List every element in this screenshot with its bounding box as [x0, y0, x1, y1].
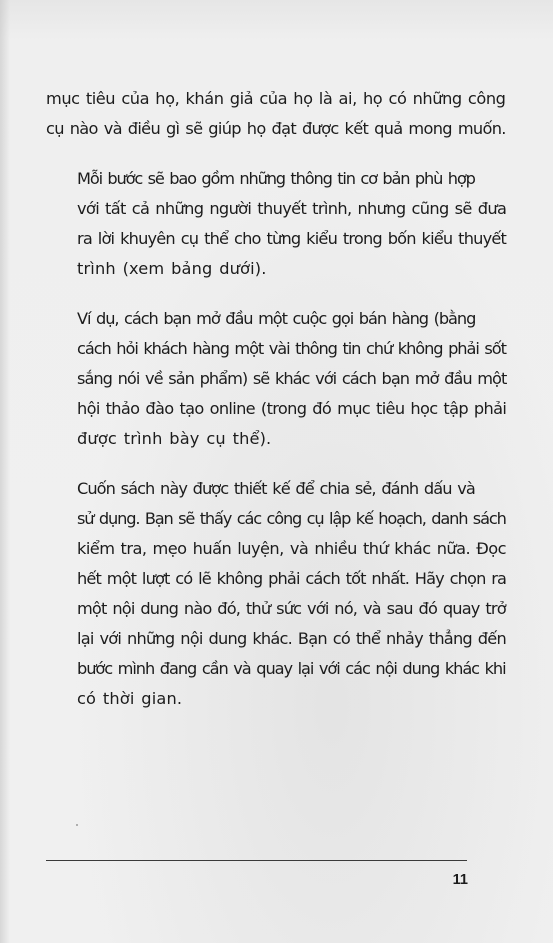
paragraph: [46, 474, 506, 714]
text-line: bước mình đang cần và quay lại với các nội dung khác khi: [77, 659, 506, 678]
text-line: cách hỏi khách hàng một vài thông tin chứ không phải sốt: [77, 339, 506, 358]
page-number: 11: [452, 872, 468, 888]
text-line: kiểm tra, mẹo huấn luyện, và nhiều thứ khác nữa. Đọc: [77, 539, 506, 558]
text-line: ra lời khuyên cụ thể cho từng kiểu trong bốn kiểu thuyết: [77, 229, 507, 248]
paper-speck: [76, 824, 78, 826]
text-line: Ví dụ, cách bạn mở đầu một cuộc gọi bán hàng (bằng: [77, 309, 476, 328]
text-line: được trình bày cụ thể).: [77, 429, 272, 448]
text-line: sử dụng. Bạn sẽ thấy các công cụ lập kế hoạch, danh sách: [77, 509, 506, 528]
text-line: lại với những nội dung khác. Bạn có thể nhảy thẳng đến: [77, 629, 506, 648]
text-line: Cuốn sách này được thiết kế để chia sẻ, đánh dấu và: [77, 479, 475, 498]
body-text: [46, 84, 506, 734]
text-line: cụ nào và điều gì sẽ giúp họ đạt được kết quả mong muốn.: [46, 119, 506, 138]
text-line: một nội dung nào đó, thử sức với nó, và sau đó quay trở: [77, 599, 506, 618]
text-line: mục tiêu của họ, khán giả của họ là ai, họ có những công: [46, 89, 506, 108]
text-line: trình (xem bảng dưới).: [77, 259, 267, 278]
paragraph: [46, 84, 506, 144]
text-line: Mỗi bước sẽ bao gồm những thông tin cơ bản phù hợp: [77, 169, 475, 188]
paragraph: [46, 164, 506, 284]
paragraph: [46, 304, 506, 454]
text-line: sắng nói về sản phẩm) sẽ khác với cách bạn mở đầu một: [77, 369, 507, 388]
text-line: hết một lượt có lẽ không phải cách tốt nhất. Hãy chọn ra: [77, 569, 507, 588]
text-line: có thời gian.: [77, 689, 183, 708]
text-line: với tất cả những người thuyết trình, nhưng cũng sẽ đưa: [77, 199, 507, 218]
footer-rule: [46, 860, 467, 861]
text-line: hội thảo đào tạo online (trong đó mục tiêu học tập phải: [77, 399, 507, 418]
